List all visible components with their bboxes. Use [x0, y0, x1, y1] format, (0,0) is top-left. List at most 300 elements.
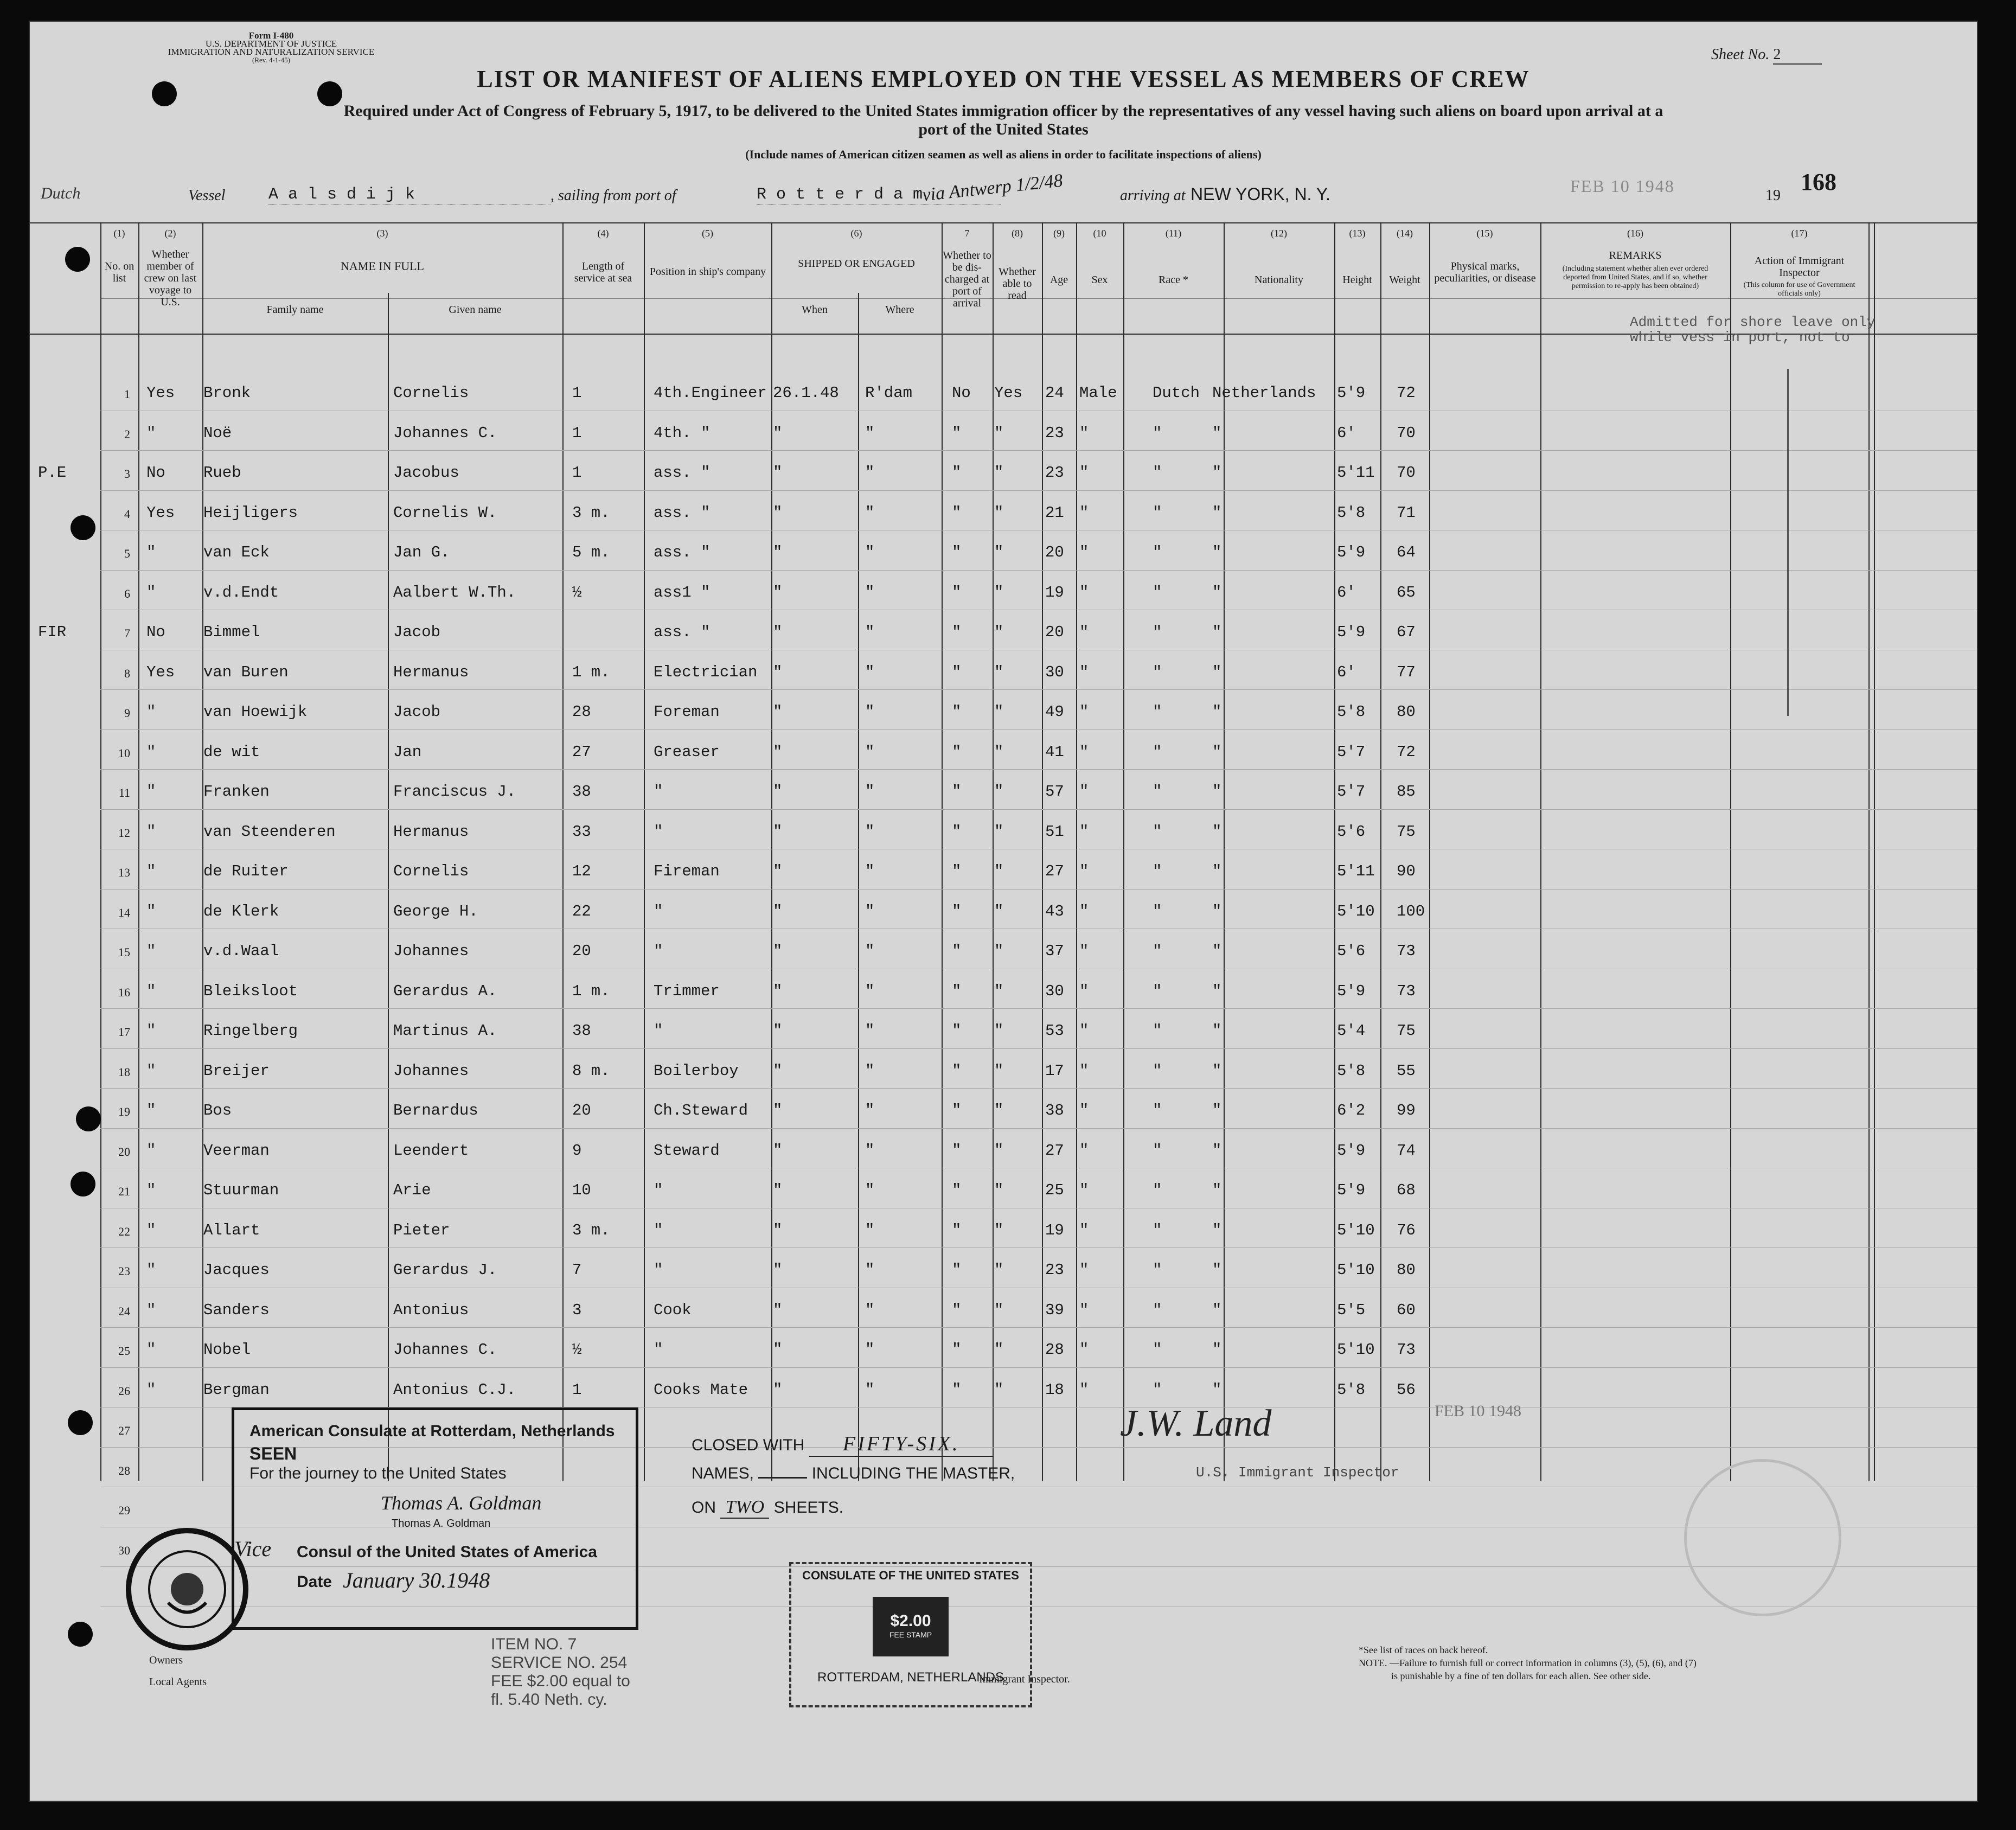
length-service: 12: [572, 862, 591, 880]
family-name: de wit: [203, 743, 260, 761]
nationality: ": [1212, 663, 1222, 681]
race: ": [1153, 504, 1162, 522]
fee-stamp-label: FEE STAMP: [889, 1630, 932, 1639]
closing-block: [692, 1432, 994, 1457]
race: ": [1153, 703, 1162, 721]
race: ": [1153, 1022, 1162, 1040]
consul-signature: Thomas A. Goldman: [381, 1492, 542, 1514]
family-name: Nobel: [203, 1341, 251, 1359]
given-name: Arie: [393, 1181, 431, 1199]
header-action-sub: (This column for use of Government officials only): [1743, 281, 1855, 298]
shipped-when: ": [773, 903, 783, 920]
stamp-line-2: SEEN: [249, 1444, 297, 1463]
discharged: ": [952, 862, 962, 880]
given-name: Gerardus J.: [393, 1261, 497, 1279]
family-name: Bimmel: [203, 623, 260, 641]
weight: 71: [1397, 504, 1416, 522]
form-subtitle-note: (Include names of American citizen seamen as well as aliens in order to facilitate inspections of aliens): [745, 148, 1262, 161]
position: Ch.Steward: [654, 1102, 748, 1119]
nationality: ": [1212, 424, 1222, 442]
stamp-date-value: January 30.1948: [343, 1568, 490, 1592]
header-given-name: Given name: [449, 304, 502, 316]
port-of-sailing: R o t t e r d a m: [757, 185, 1001, 204]
race: ": [1153, 982, 1162, 1000]
sheet-number: [1711, 46, 1822, 65]
weight: 70: [1397, 424, 1416, 442]
length-service: 22: [572, 903, 591, 920]
given-name: Leendert: [393, 1142, 469, 1160]
shipped-where: ": [865, 464, 875, 482]
length-service: 20: [572, 1102, 591, 1119]
age: 51: [1045, 823, 1064, 841]
age: 37: [1045, 942, 1064, 960]
sex: ": [1079, 1261, 1089, 1279]
local-agents-label: Local Agents: [149, 1676, 207, 1688]
race: ": [1153, 1181, 1162, 1199]
position: 4th.Engineer: [654, 384, 767, 402]
shipped-where: ": [865, 1381, 875, 1399]
able-read: ": [994, 703, 1004, 721]
able-read: ": [994, 982, 1004, 1000]
given-name: Martinus A.: [393, 1022, 497, 1040]
discharged: ": [952, 1102, 962, 1119]
member: ": [146, 1341, 156, 1359]
shipped-when: ": [773, 1301, 783, 1319]
header-shipped-engaged: SHIPPED OR ENGAGED: [798, 258, 915, 270]
owners-label: Owners: [149, 1654, 183, 1666]
height: 5'10: [1337, 1341, 1375, 1359]
age: 28: [1045, 1341, 1064, 1359]
shipped-when: ": [773, 584, 783, 602]
nationality: ": [1212, 543, 1222, 561]
weight: 73: [1397, 1341, 1416, 1359]
header-height: Height: [1342, 274, 1372, 286]
position: ": [654, 942, 663, 960]
shipped-where: ": [865, 1221, 875, 1239]
member: ": [146, 1062, 156, 1080]
given-name: Antonius C.J.: [393, 1381, 516, 1399]
length-service: 3: [572, 1301, 582, 1319]
member: No: [146, 623, 165, 641]
able-read: ": [994, 1341, 1004, 1359]
header-discharged: Whether to be dis-charged at port of arrival: [943, 249, 991, 309]
height: 5'7: [1337, 743, 1366, 761]
weight: 72: [1397, 384, 1416, 402]
height: 5'8: [1337, 1062, 1366, 1080]
header-weight: Weight: [1389, 274, 1420, 286]
colnum-12: (12): [1271, 228, 1287, 239]
sailing-label: , sailing from port of: [551, 187, 676, 204]
stamp-line-1: American Consulate at Rotterdam, Netherlands: [249, 1422, 615, 1440]
weight: 85: [1397, 783, 1416, 801]
punch-hole: [68, 1410, 93, 1435]
sex: ": [1079, 424, 1089, 442]
height: 5'5: [1337, 1301, 1366, 1319]
able-read: ": [994, 743, 1004, 761]
sex: ": [1079, 1022, 1089, 1040]
manifest-number: 168: [1801, 169, 1836, 195]
age: 19: [1045, 584, 1064, 602]
row-number: 5: [124, 547, 130, 560]
length-service: 1 m.: [572, 663, 610, 681]
position: Cook: [654, 1301, 692, 1319]
header-member-last-voyage: Whether member of crew on last voyage to U.S.: [144, 248, 197, 308]
able-read: ": [994, 1261, 1004, 1279]
height: 5'10: [1337, 903, 1375, 920]
age: 20: [1045, 623, 1064, 641]
weight: 60: [1397, 1301, 1416, 1319]
given-name: Antonius: [393, 1301, 469, 1319]
given-name: Hermanus: [393, 663, 469, 681]
family-name: Sanders: [203, 1301, 270, 1319]
position: Electrician: [654, 663, 758, 681]
member: ": [146, 1102, 156, 1119]
discharged: ": [952, 743, 962, 761]
able-read: ": [994, 424, 1004, 442]
family-name: Bronk: [203, 384, 251, 402]
form-header: [130, 31, 412, 64]
weight: 80: [1397, 703, 1416, 721]
length-service: 28: [572, 703, 591, 721]
nationality: ": [1212, 1261, 1222, 1279]
able-read: ": [994, 1381, 1004, 1399]
height: 5'4: [1337, 1022, 1366, 1040]
shipped-where: ": [865, 1341, 875, 1359]
age: 23: [1045, 1261, 1064, 1279]
age: 43: [1045, 903, 1064, 920]
nationality: ": [1212, 903, 1222, 920]
position: ": [654, 1261, 663, 1279]
header-no-on-list: No. on list: [104, 260, 135, 284]
sex: ": [1079, 1301, 1089, 1319]
member: ": [146, 862, 156, 880]
family-name: van Steenderen: [203, 823, 336, 841]
given-name: Jan G.: [393, 543, 450, 561]
row-number: 24: [118, 1304, 130, 1318]
discharged: ": [952, 1301, 962, 1319]
position: Greaser: [654, 743, 720, 761]
arriving-label: arriving at: [1120, 187, 1186, 204]
member: ": [146, 543, 156, 561]
able-read: ": [994, 1221, 1004, 1239]
row-margin-note: P.E: [38, 464, 67, 482]
shipped-when: ": [773, 743, 783, 761]
family-name: van Hoewijk: [203, 703, 308, 721]
header-remarks: REMARKS: [1609, 249, 1662, 261]
age: 49: [1045, 703, 1064, 721]
colnum-1: (1): [113, 228, 125, 239]
header-length-service: Length of service at sea: [574, 260, 632, 284]
member: ": [146, 743, 156, 761]
nationality: ": [1212, 783, 1222, 801]
closed-with-value: FIFTY-SIX.: [809, 1432, 994, 1457]
weight: 70: [1397, 464, 1416, 482]
closing-sheets: [692, 1497, 843, 1519]
row-number: 12: [118, 826, 130, 840]
family-name: Bleiksloot: [203, 982, 298, 1000]
member: ": [146, 1022, 156, 1040]
nationality: ": [1212, 584, 1222, 602]
weight: 99: [1397, 1102, 1416, 1119]
position: Trimmer: [654, 982, 720, 1000]
weight: 74: [1397, 1142, 1416, 1160]
row-number: 9: [124, 706, 130, 720]
height: 5'8: [1337, 1381, 1366, 1399]
member: ": [146, 1261, 156, 1279]
able-read: ": [994, 623, 1004, 641]
height: 5'9: [1337, 543, 1366, 561]
discharged: ": [952, 1142, 962, 1160]
height: 5'9: [1337, 1181, 1366, 1199]
length-service: ½: [572, 584, 582, 602]
age: 27: [1045, 1142, 1064, 1160]
given-name: Jacob: [393, 703, 441, 721]
able-read: ": [994, 783, 1004, 801]
fee-stamp: [873, 1597, 949, 1656]
shipped-where: ": [865, 783, 875, 801]
row-number: 25: [118, 1344, 130, 1358]
year-label: 19: [1765, 187, 1781, 204]
race: ": [1153, 1301, 1162, 1319]
punch-hole: [317, 81, 342, 106]
member: Yes: [146, 663, 175, 681]
height: 5'9: [1337, 1142, 1366, 1160]
race: ": [1153, 464, 1162, 482]
given-name: Jacobus: [393, 464, 459, 482]
given-name: Gerardus A.: [393, 982, 497, 1000]
weight: 68: [1397, 1181, 1416, 1199]
row-number: 26: [118, 1384, 130, 1398]
weight: 72: [1397, 743, 1416, 761]
shipped-where: ": [865, 1102, 875, 1119]
sex: ": [1079, 783, 1089, 801]
nationality: ": [1212, 823, 1222, 841]
weight: 73: [1397, 982, 1416, 1000]
inspector-signature: J.W. Land: [1120, 1403, 1272, 1444]
consulate-seen-stamp: [232, 1407, 638, 1630]
race: ": [1153, 663, 1162, 681]
age: 25: [1045, 1181, 1064, 1199]
sex: ": [1079, 1062, 1089, 1080]
given-name: Johannes: [393, 1062, 469, 1080]
colnum-7: 7: [964, 228, 970, 239]
shipped-when: ": [773, 1102, 783, 1119]
colnum-16: (16): [1627, 228, 1643, 239]
service-name: IMMIGRATION AND NATURALIZATION SERVICE: [168, 47, 375, 57]
fee-stamp-top: CONSULATE OF THE UNITED STATES: [802, 1569, 1019, 1582]
row-number: 2: [124, 427, 130, 441]
age: 23: [1045, 424, 1064, 442]
member: ": [146, 1381, 156, 1399]
family-name: Ringelberg: [203, 1022, 298, 1040]
discharged: ": [952, 464, 962, 482]
on-label: ON: [692, 1499, 716, 1517]
height: 5'8: [1337, 703, 1366, 721]
race: ": [1153, 1381, 1162, 1399]
sex: ": [1079, 543, 1089, 561]
shipped-where: ": [865, 424, 875, 442]
position: ": [654, 783, 663, 801]
member: ": [146, 823, 156, 841]
header-able-read: Whether able to read: [999, 266, 1036, 302]
form-subtitle: [127, 102, 1879, 139]
height: 5'10: [1337, 1261, 1375, 1279]
shipped-where: ": [865, 743, 875, 761]
family-name: de Ruiter: [203, 862, 289, 880]
sex: ": [1079, 743, 1089, 761]
age: 57: [1045, 783, 1064, 801]
discharged: ": [952, 982, 962, 1000]
length-service: 10: [572, 1181, 591, 1199]
row-number: 18: [118, 1065, 130, 1079]
nationality: ": [1212, 1022, 1222, 1040]
shipped-when: ": [773, 1181, 783, 1199]
position: ass. ": [654, 543, 711, 561]
nationality: ": [1212, 1341, 1222, 1359]
nationality: ": [1212, 1221, 1222, 1239]
discharged: ": [952, 1341, 962, 1359]
given-name: Johannes C.: [393, 424, 497, 442]
length-service: 5 m.: [572, 543, 610, 561]
race-note: *See list of races on back hereof.: [1359, 1645, 1488, 1655]
height: 6': [1337, 424, 1356, 442]
faint-seal: [1684, 1459, 1841, 1616]
row-number: 6: [124, 587, 130, 600]
discharged: ": [952, 1181, 962, 1199]
colnum-5: (5): [702, 228, 713, 239]
sex: ": [1079, 1102, 1089, 1119]
header-where: Where: [885, 304, 914, 316]
stamp-vice: Vice: [234, 1537, 272, 1561]
sex: ": [1079, 504, 1089, 522]
member: ": [146, 1221, 156, 1239]
family-name: Allart: [203, 1221, 260, 1239]
length-service: 1: [572, 424, 582, 442]
able-read: ": [994, 1181, 1004, 1199]
able-read: ": [994, 1301, 1004, 1319]
fee-amount: FEE $2.00 equal to: [491, 1672, 630, 1690]
shipped-where: ": [865, 1022, 875, 1040]
race: ": [1153, 743, 1162, 761]
shipped-when: ": [773, 703, 783, 721]
length-service: 1: [572, 464, 582, 482]
weight: 55: [1397, 1062, 1416, 1080]
discharged: ": [952, 1022, 962, 1040]
service-no: SERVICE NO. 254: [491, 1654, 628, 1672]
nationality: ": [1212, 743, 1222, 761]
discharged: ": [952, 942, 962, 960]
weight: 56: [1397, 1381, 1416, 1399]
vessel-label: Vessel: [188, 187, 226, 204]
position: 4th. ": [654, 424, 711, 442]
height: 5'11: [1337, 464, 1375, 482]
family-name: Stuurman: [203, 1181, 279, 1199]
position: ass1 ": [654, 584, 711, 602]
colnum-2: (2): [164, 228, 176, 239]
header-remarks-sub: (Including statement whether alien ever ordered deported from United States, and if so, whether permission to re-apply has been obtained): [1562, 265, 1708, 290]
row-number: 20: [118, 1145, 130, 1159]
shipped-where: ": [865, 1142, 875, 1160]
weight: 76: [1397, 1221, 1416, 1239]
able-read: ": [994, 862, 1004, 880]
shipped-where: ": [865, 1181, 875, 1199]
weight: 100: [1397, 903, 1425, 920]
able-read: Yes: [994, 384, 1023, 402]
row-number: 21: [118, 1185, 130, 1198]
length-service: 9: [572, 1142, 582, 1160]
colnum-6: (6): [850, 228, 862, 239]
row-margin-note: FIR: [38, 623, 67, 641]
row-number: 4: [124, 507, 130, 521]
discharged: ": [952, 1062, 962, 1080]
shipped-where: ": [865, 504, 875, 522]
discharged: ": [952, 623, 962, 641]
nationality: ": [1212, 1181, 1222, 1199]
able-read: ": [994, 1142, 1004, 1160]
discharged: ": [952, 783, 962, 801]
shipped-when: ": [773, 1381, 783, 1399]
age: 23: [1045, 464, 1064, 482]
age: 30: [1045, 663, 1064, 681]
shipped-when: ": [773, 783, 783, 801]
position: Boilerboy: [654, 1062, 739, 1080]
length-service: 3 m.: [572, 504, 610, 522]
row-number: 17: [118, 1025, 130, 1039]
row-number: 19: [118, 1105, 130, 1118]
able-read: ": [994, 903, 1004, 920]
member: ": [146, 942, 156, 960]
length-service: 1 m.: [572, 982, 610, 1000]
able-read: ": [994, 543, 1004, 561]
note-line-1: NOTE. —Failure to furnish full or correct information in columns (3), (5), (6), and (7): [1359, 1658, 1697, 1668]
length-service: 33: [572, 823, 591, 841]
race: ": [1153, 942, 1162, 960]
fee-block: [491, 1635, 630, 1709]
length-service: 8 m.: [572, 1062, 610, 1080]
row-number: 28: [118, 1464, 130, 1477]
shipped-when: ": [773, 464, 783, 482]
shipped-where: ": [865, 903, 875, 920]
sex: ": [1079, 1341, 1089, 1359]
punch-hole: [65, 247, 90, 272]
form-revision: (Rev. 4-1-45): [252, 56, 290, 64]
item-no: ITEM NO. 7: [491, 1635, 577, 1653]
able-read: ": [994, 823, 1004, 841]
fee-stamp-value: $2.00: [890, 1612, 931, 1630]
shipped-where: ": [865, 823, 875, 841]
length-service: 38: [572, 1022, 591, 1040]
age: 17: [1045, 1062, 1064, 1080]
able-read: ": [994, 663, 1004, 681]
weight: 67: [1397, 623, 1416, 641]
nationality: ": [1212, 703, 1222, 721]
shipped-when: ": [773, 1022, 783, 1040]
family-name: Bos: [203, 1102, 232, 1119]
height: 5'6: [1337, 942, 1366, 960]
position: ": [654, 1181, 663, 1199]
weight: 65: [1397, 584, 1416, 602]
inspector-label: U.S. Immigrant Inspector: [1196, 1464, 1399, 1481]
member: ": [146, 903, 156, 920]
able-read: ": [994, 1102, 1004, 1119]
header-sex: Sex: [1091, 274, 1108, 286]
sex: ": [1079, 1181, 1089, 1199]
position: ass. ": [654, 464, 711, 482]
shipped-where: ": [865, 623, 875, 641]
manifest-sheet: [30, 22, 1977, 1801]
row-number: 11: [118, 786, 130, 799]
discharged: ": [952, 543, 962, 561]
